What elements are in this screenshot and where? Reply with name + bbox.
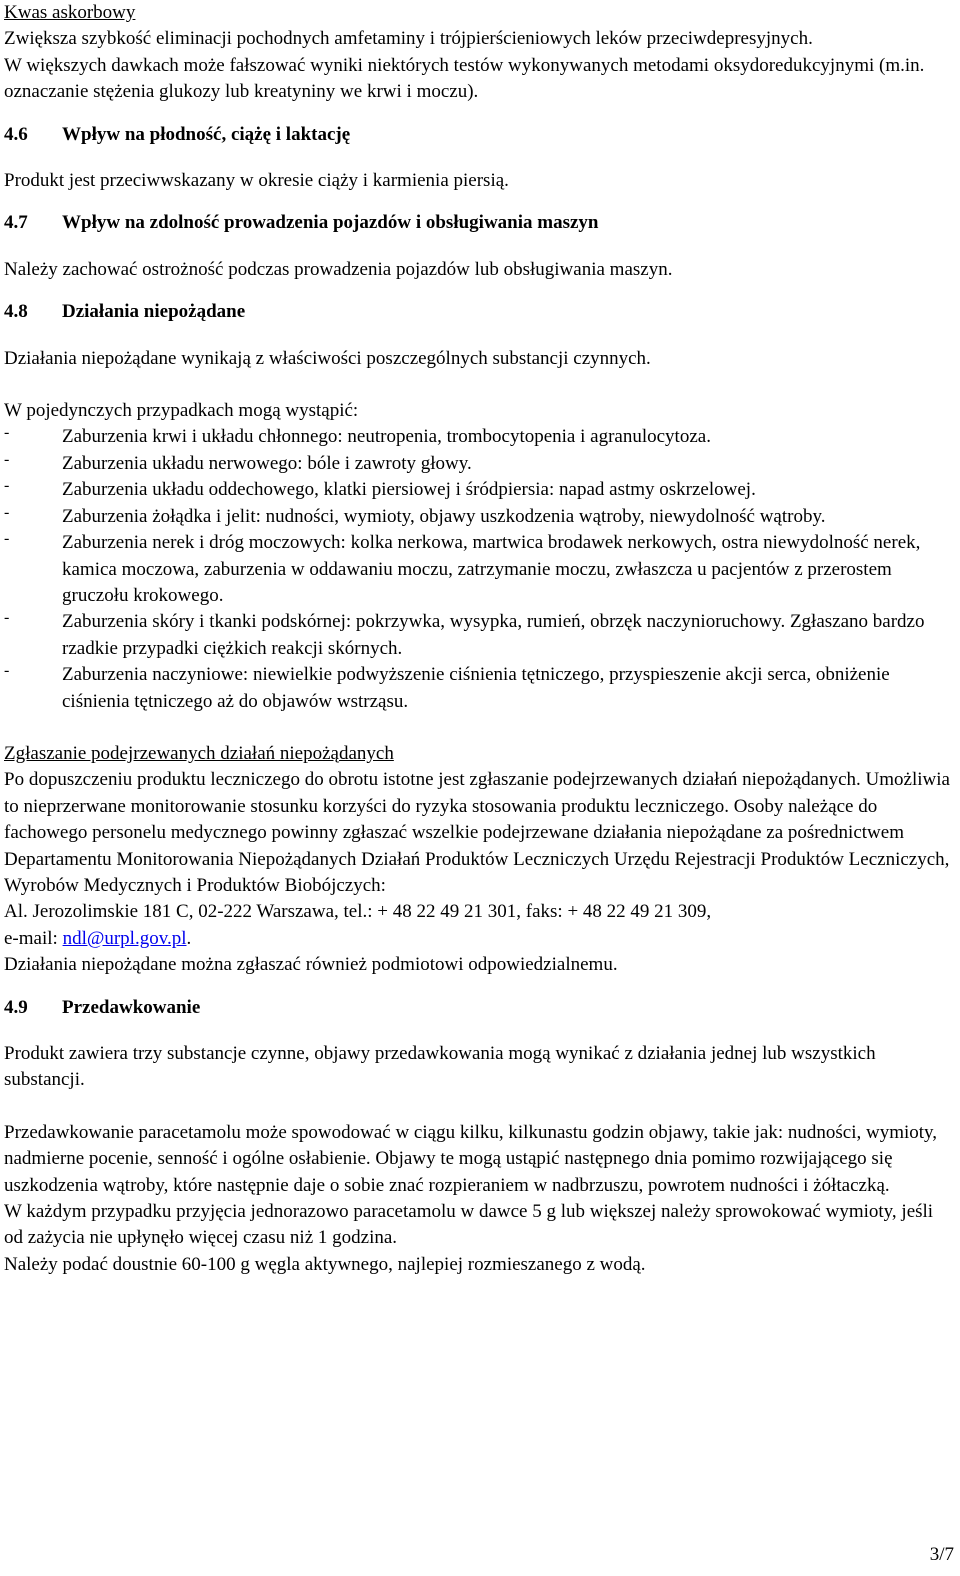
spacer bbox=[4, 715, 954, 741]
section-title: Działania niepożądane bbox=[62, 301, 246, 323]
ascorbic-acid-line-1: Zwiększa szybkość eliminacji pochodnych amfetaminy i trójpierścieniowych leków przeciwdepresyjnych. bbox=[4, 28, 813, 50]
reporting-also: Działania niepożądane można zgłaszać również podmiotowi odpowiedzialnemu. bbox=[4, 954, 618, 976]
email-prefix: e-mail: bbox=[4, 927, 63, 949]
overdose-paragraph-1: Produkt zawiera trzy substancje czynne, objawy przedawkowania mogą wynikać z działania jednej lub wszystkich substancji. bbox=[4, 1043, 876, 1091]
reporting-address: Al. Jerozolimskie 181 C, 02-222 Warszawa, tel.: + 48 22 49 21 301, faks: + 48 22 49 21 309, bbox=[4, 901, 712, 923]
list-item-text: Zaburzenia nerek i dróg moczowych: kolka nerkowa, martwica brodawek nerkowych, ostra niewydolność nerek, kamica moczowa, zaburzenia w oddawaniu moczu, zatrzymanie moczu, zwłaszcza u pacjentów z przerostem gruczołu krokowego. bbox=[62, 532, 921, 606]
overdose-paragraph-3: W każdym przypadku przyjęcia jednorazowo paracetamolu w dawce 5 g lub większej należy sprowokować wymioty, jeśli od zażycia nie upłynęło więcej czasu niż 1 godzina. bbox=[4, 1201, 934, 1249]
email-suffix: . bbox=[186, 927, 192, 949]
section-4-6-text: Produkt jest przeciwwskazany w okresie ciąży i karmienia piersią. bbox=[4, 170, 509, 192]
spacer bbox=[4, 372, 954, 398]
list-item-text: Zaburzenia skóry i tkanki podskórnej: pokrzywka, wysypka, rumień, obrzęk naczynioruchowy. Zgłaszano bardzo rzadkie przypadki ciężkich reakcji skórnych. bbox=[62, 611, 925, 659]
list-dash: - bbox=[4, 609, 10, 627]
list-item-text: Zaburzenia naczyniowe: niewielkie podwyższenie ciśnienia tętniczego, przyspieszenie akcji serca, obniżenie ciśnienia tętniczego aż do objawów wstrząsu. bbox=[62, 664, 890, 712]
list-dash: - bbox=[4, 450, 10, 468]
ascorbic-acid-line-2: W większych dawkach może fałszować wyniki niektórych testów wykonywanych metodami oksydoredukcyjnymi (m.in. oznaczanie stężenia glukozy lub kreatyniny we krwi i moczu). bbox=[4, 54, 925, 103]
list-item bbox=[4, 609, 954, 662]
list-item-text: Zaburzenia krwi i układu chłonnego: neutropenia, trombocytopenia i agranulocytoza. bbox=[62, 426, 711, 448]
overdose-paragraph-2: Przedawkowanie paracetamolu może spowodować w ciągu kilku, kilkunastu godzin objawy, takie jak: nudności, wymioty, nadmierne pocenie, senność i ogólne osłabienie. Objawy te mogą ustąpić następnego dnia pomimo rozwijającego się uszkodzenia wątroby, które następnie daje o sobie znać rozpieraniem w nadbrzuszu, powrotem nudności i żółtaczką. bbox=[4, 1121, 938, 1196]
section-number: 4.6 bbox=[4, 123, 28, 145]
list-item-text: Zaburzenia żołądka i jelit: nudności, wymioty, objawy uszkodzenia wątroby, niewydolność wątroby. bbox=[62, 505, 826, 527]
section-title: Wpływ na płodność, ciążę i laktację bbox=[62, 123, 351, 145]
list-item bbox=[4, 530, 954, 609]
list-item bbox=[4, 477, 954, 503]
adverse-effects-text: Działania niepożądane wynikają z właściwości poszczególnych substancji czynnych. bbox=[4, 347, 651, 369]
section-title: Przedawkowanie bbox=[62, 996, 201, 1018]
section-4-9-heading bbox=[4, 995, 954, 1021]
document-page bbox=[4, 0, 954, 1278]
reporting-email-line bbox=[4, 926, 954, 952]
list-dash: - bbox=[4, 662, 10, 680]
list-dash: - bbox=[4, 503, 10, 521]
list-item-text: Zaburzenia układu oddechowego, klatki piersiowej i śródpiersia: napad astmy oskrzelowej. bbox=[62, 479, 756, 501]
section-number: 4.8 bbox=[4, 301, 28, 323]
section-title: Wpływ na zdolność prowadzenia pojazdów i obsługiwania maszyn bbox=[62, 212, 599, 234]
reporting-heading: Zgłaszanie podejrzewanych działań niepożądanych bbox=[4, 742, 394, 764]
list-item bbox=[4, 451, 954, 477]
adverse-effects-intro: W pojedynczych przypadkach mogą wystąpić: bbox=[4, 400, 359, 422]
list-dash: - bbox=[4, 530, 10, 548]
overdose-paragraph-4: Należy podać doustnie 60-100 g węgla aktywnego, najlepiej rozmieszanego z wodą. bbox=[4, 1253, 646, 1275]
section-number: 4.7 bbox=[4, 212, 28, 234]
list-dash: - bbox=[4, 424, 10, 442]
reporting-text: Po dopuszczeniu produktu leczniczego do obrotu istotne jest zgłaszanie podejrzewanych działań niepożądanych. Umożliwia to nieprzerwane monitorowanie stosunku korzyści do ryzyka stosowania produktu leczniczego. Osoby należące do fachowego personelu medycznego powinny zgłaszać wszelkie podejrzewane działania niepożądane za pośrednictwem Departamentu Monitorowania Niepożądanych Działań Produktów Leczniczych Urzędu Rejestracji Produktów Leczniczych, Wyrobów Medycznych i Produktów Biobójczych: bbox=[4, 769, 950, 896]
list-item bbox=[4, 662, 954, 715]
list-dash: - bbox=[4, 477, 10, 495]
spacer bbox=[4, 1094, 954, 1120]
list-item bbox=[4, 504, 954, 530]
section-number: 4.9 bbox=[4, 996, 28, 1018]
email-link[interactable]: ndl@urpl.gov.pl bbox=[62, 927, 187, 949]
page-number: 3/7 bbox=[929, 1544, 954, 1565]
list-item-text: Zaburzenia układu nerwowego: bóle i zawroty głowy. bbox=[62, 452, 472, 474]
ascorbic-acid-heading: Kwas askorbowy bbox=[4, 2, 136, 23]
section-4-7-text: Należy zachować ostrożność podczas prowadzenia pojazdów lub obsługiwania maszyn. bbox=[4, 258, 673, 280]
section-4-6-heading bbox=[4, 122, 954, 148]
section-4-7-heading bbox=[4, 210, 954, 236]
section-4-8-heading bbox=[4, 299, 954, 325]
list-item bbox=[4, 424, 954, 450]
